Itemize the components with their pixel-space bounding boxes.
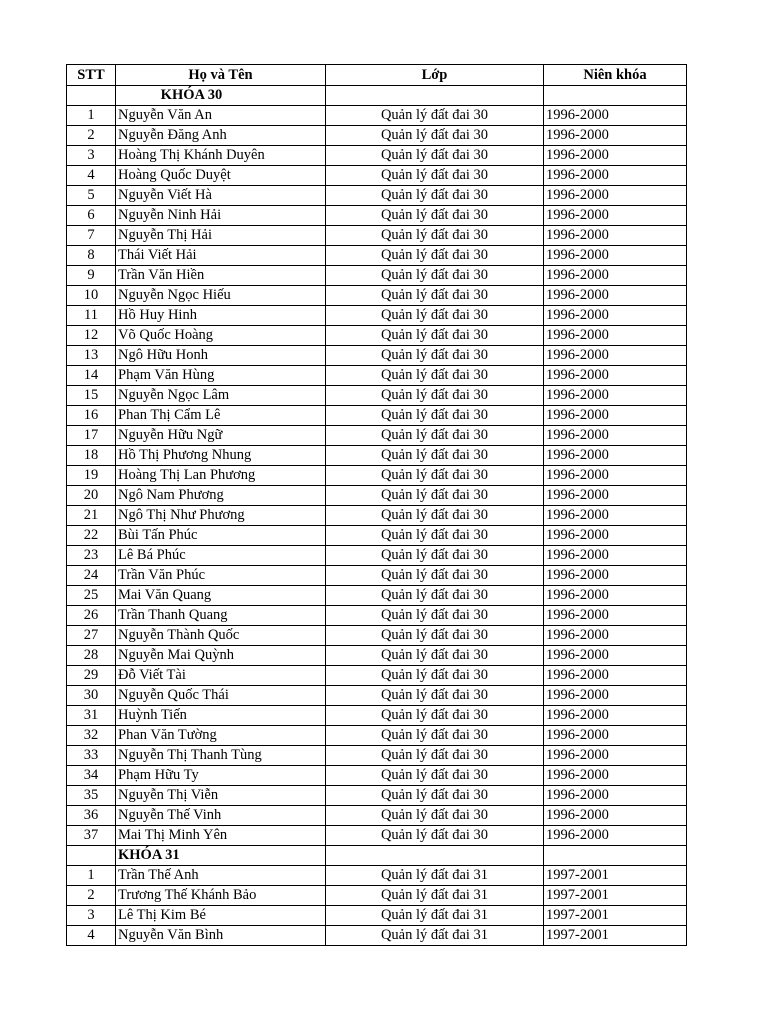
row-class: Quản lý đất đai 30 [326,566,544,586]
row-class: Quản lý đất đai 30 [326,306,544,326]
table-row [67,826,687,846]
row-year: 1996-2000 [544,226,687,246]
row-stt: 28 [67,646,116,666]
row-stt: 37 [67,826,116,846]
header-row [67,65,687,86]
row-stt: 31 [67,706,116,726]
row-class: Quản lý đất đai 31 [326,886,544,906]
row-class: Quản lý đất đai 30 [326,786,544,806]
row-class: Quản lý đất đai 31 [326,906,544,926]
row-stt: 7 [67,226,116,246]
row-stt: 23 [67,546,116,566]
row-year: 1996-2000 [544,106,687,126]
row-name: Nguyễn Mai Quỳnh [116,646,326,666]
group-stt-cell [67,86,116,106]
group-year-cell [544,86,687,106]
row-stt: 4 [67,166,116,186]
row-class: Quản lý đất đai 30 [326,386,544,406]
row-year: 1996-2000 [544,326,687,346]
header-class: Lớp [326,65,544,86]
row-class: Quản lý đất đai 30 [326,226,544,246]
row-class: Quản lý đất đai 30 [326,586,544,606]
row-class: Quản lý đất đai 31 [326,866,544,886]
row-name: Hoàng Thị Lan Phương [116,466,326,486]
row-name: Nguyễn Thị Hải [116,226,326,246]
table-row [67,666,687,686]
row-class: Quản lý đất đai 30 [326,746,544,766]
row-class: Quản lý đất đai 30 [326,186,544,206]
row-stt: 24 [67,566,116,586]
group-row [67,86,687,106]
row-year: 1997-2001 [544,886,687,906]
row-name: Trần Thanh Quang [116,606,326,626]
row-class: Quản lý đất đai 30 [326,826,544,846]
row-name: Nguyễn Đăng Anh [116,126,326,146]
table-row [67,606,687,626]
row-class: Quản lý đất đai 30 [326,266,544,286]
table-row [67,746,687,766]
row-stt: 32 [67,726,116,746]
table-row [67,626,687,646]
row-stt: 14 [67,366,116,386]
row-name: Nguyễn Viết Hà [116,186,326,206]
row-year: 1996-2000 [544,526,687,546]
row-year: 1996-2000 [544,486,687,506]
row-name: Phan Văn Tường [116,726,326,746]
row-year: 1996-2000 [544,826,687,846]
group-stt-cell [67,846,116,866]
row-class: Quản lý đất đai 30 [326,666,544,686]
row-stt: 2 [67,126,116,146]
row-name: Trần Văn Hiền [116,266,326,286]
group-row [67,846,687,866]
row-name: Võ Quốc Hoàng [116,326,326,346]
row-stt: 30 [67,686,116,706]
row-name: Trần Văn Phúc [116,566,326,586]
row-year: 1996-2000 [544,546,687,566]
row-name: Thái Viết Hải [116,246,326,266]
table-row [67,186,687,206]
row-year: 1996-2000 [544,386,687,406]
row-year: 1996-2000 [544,246,687,266]
row-name: Mai Thị Minh Yên [116,826,326,846]
row-class: Quản lý đất đai 30 [326,346,544,366]
row-stt: 35 [67,786,116,806]
table-row [67,346,687,366]
row-year: 1996-2000 [544,566,687,586]
table-row [67,406,687,426]
table-row [67,726,687,746]
row-year: 1996-2000 [544,646,687,666]
row-stt: 17 [67,426,116,446]
row-stt: 27 [67,626,116,646]
table-row [67,866,687,886]
row-class: Quản lý đất đai 30 [326,206,544,226]
row-year: 1996-2000 [544,586,687,606]
row-class: Quản lý đất đai 30 [326,286,544,306]
row-name: Trương Thế Khánh Bảo [116,886,326,906]
row-year: 1996-2000 [544,766,687,786]
table-row [67,146,687,166]
row-class: Quản lý đất đai 30 [326,146,544,166]
row-name: Nguyễn Thị Thanh Tùng [116,746,326,766]
header-name: Họ và Tên [116,65,326,86]
group-class-cell [326,86,544,106]
row-name: Nguyễn Thế Vinh [116,806,326,826]
row-stt: 19 [67,466,116,486]
row-name: Trần Thế Anh [116,866,326,886]
row-year: 1997-2001 [544,866,687,886]
table-row [67,706,687,726]
row-name: Huỳnh Tiến [116,706,326,726]
table-row [67,166,687,186]
row-year: 1996-2000 [544,746,687,766]
row-year: 1996-2000 [544,186,687,206]
group-class-cell [326,846,544,866]
row-stt: 11 [67,306,116,326]
row-stt: 33 [67,746,116,766]
row-year: 1996-2000 [544,686,687,706]
row-class: Quản lý đất đai 30 [326,166,544,186]
table-row [67,106,687,126]
row-class: Quản lý đất đai 30 [326,466,544,486]
row-stt: 29 [67,666,116,686]
row-year: 1996-2000 [544,266,687,286]
row-name: Mai Văn Quang [116,586,326,606]
row-stt: 13 [67,346,116,366]
group-label: KHÓA 30 [116,86,326,106]
row-stt: 10 [67,286,116,306]
header-stt: STT [67,65,116,86]
row-stt: 22 [67,526,116,546]
group-label: KHÓA 31 [116,846,326,866]
row-name: Ngô Thị Như Phương [116,506,326,526]
table-row [67,886,687,906]
table-row [67,306,687,326]
row-class: Quản lý đất đai 30 [326,526,544,546]
row-class: Quản lý đất đai 30 [326,506,544,526]
row-year: 1996-2000 [544,786,687,806]
row-stt: 34 [67,766,116,786]
row-stt: 3 [67,906,116,926]
row-name: Nguyễn Thành Quốc [116,626,326,646]
table-row [67,906,687,926]
row-stt: 5 [67,186,116,206]
row-year: 1996-2000 [544,466,687,486]
row-name: Hồ Thị Phương Nhung [116,446,326,466]
row-class: Quản lý đất đai 30 [326,686,544,706]
row-name: Hoàng Quốc Duyệt [116,166,326,186]
row-stt: 15 [67,386,116,406]
table-row [67,546,687,566]
row-year: 1997-2001 [544,926,687,946]
row-stt: 1 [67,866,116,886]
table-row [67,526,687,546]
row-class: Quản lý đất đai 30 [326,406,544,426]
row-stt: 21 [67,506,116,526]
row-stt: 16 [67,406,116,426]
row-year: 1996-2000 [544,306,687,326]
row-stt: 3 [67,146,116,166]
row-stt: 8 [67,246,116,266]
table-row [67,446,687,466]
row-year: 1996-2000 [544,506,687,526]
row-name: Đỗ Viết Tài [116,666,326,686]
row-name: Nguyễn Văn An [116,106,326,126]
row-name: Hoàng Thị Khánh Duyên [116,146,326,166]
row-year: 1996-2000 [544,126,687,146]
row-name: Nguyễn Văn Bình [116,926,326,946]
row-name: Nguyễn Ngọc Hiếu [116,286,326,306]
table-row [67,686,687,706]
row-stt: 25 [67,586,116,606]
row-year: 1996-2000 [544,206,687,226]
row-year: 1996-2000 [544,666,687,686]
row-class: Quản lý đất đai 30 [326,626,544,646]
table-row [67,786,687,806]
row-name: Nguyễn Quốc Thái [116,686,326,706]
row-name: Nguyễn Thị Viễn [116,786,326,806]
table-row [67,806,687,826]
row-year: 1996-2000 [544,806,687,826]
row-year: 1996-2000 [544,346,687,366]
row-class: Quản lý đất đai 30 [326,646,544,666]
table-row [67,586,687,606]
table-row [67,466,687,486]
row-name: Lê Thị Kim Bé [116,906,326,926]
row-name: Nguyễn Hữu Ngữ [116,426,326,446]
table-row [67,366,687,386]
table-row [67,286,687,306]
row-stt: 9 [67,266,116,286]
table-row [67,646,687,666]
row-year: 1996-2000 [544,726,687,746]
row-year: 1996-2000 [544,286,687,306]
group-year-cell [544,846,687,866]
row-stt: 12 [67,326,116,346]
row-class: Quản lý đất đai 30 [326,326,544,346]
row-stt: 6 [67,206,116,226]
table-row [67,506,687,526]
row-class: Quản lý đất đai 30 [326,486,544,506]
row-class: Quản lý đất đai 30 [326,546,544,566]
row-class: Quản lý đất đai 30 [326,106,544,126]
row-class: Quản lý đất đai 30 [326,806,544,826]
row-name: Phan Thị Cẩm Lê [116,406,326,426]
row-name: Ngô Nam Phương [116,486,326,506]
table-row [67,926,687,946]
row-class: Quản lý đất đai 30 [326,706,544,726]
row-name: Phạm Hữu Ty [116,766,326,786]
table-body [67,86,687,946]
table-header [67,65,687,86]
row-class: Quản lý đất đai 30 [326,446,544,466]
row-name: Phạm Văn Hùng [116,366,326,386]
row-year: 1996-2000 [544,626,687,646]
row-name: Bùi Tấn Phúc [116,526,326,546]
table-row [67,206,687,226]
row-class: Quản lý đất đai 30 [326,726,544,746]
row-class: Quản lý đất đai 30 [326,766,544,786]
row-year: 1996-2000 [544,406,687,426]
table-row [67,486,687,506]
table-row [67,226,687,246]
header-year: Niên khóa [544,65,687,86]
table-row [67,246,687,266]
table-row [67,126,687,146]
row-stt: 2 [67,886,116,906]
row-year: 1996-2000 [544,166,687,186]
row-stt: 26 [67,606,116,626]
row-year: 1996-2000 [544,706,687,726]
table-row [67,326,687,346]
row-stt: 18 [67,446,116,466]
row-class: Quản lý đất đai 30 [326,246,544,266]
row-class: Quản lý đất đai 31 [326,926,544,946]
row-name: Ngô Hữu Honh [116,346,326,366]
row-class: Quản lý đất đai 30 [326,426,544,446]
row-name: Lê Bá Phúc [116,546,326,566]
row-stt: 20 [67,486,116,506]
row-name: Hồ Huy Hinh [116,306,326,326]
row-name: Nguyễn Ngọc Lâm [116,386,326,406]
table-row [67,766,687,786]
table-row [67,426,687,446]
row-year: 1997-2001 [544,906,687,926]
row-class: Quản lý đất đai 30 [326,606,544,626]
table-row [67,566,687,586]
row-stt: 4 [67,926,116,946]
row-year: 1996-2000 [544,146,687,166]
row-class: Quản lý đất đai 30 [326,366,544,386]
row-year: 1996-2000 [544,446,687,466]
row-stt: 1 [67,106,116,126]
table-row [67,386,687,406]
student-roster-table [66,64,687,946]
row-year: 1996-2000 [544,366,687,386]
row-year: 1996-2000 [544,606,687,626]
row-year: 1996-2000 [544,426,687,446]
row-name: Nguyễn Ninh Hải [116,206,326,226]
row-class: Quản lý đất đai 30 [326,126,544,146]
table-row [67,266,687,286]
row-stt: 36 [67,806,116,826]
